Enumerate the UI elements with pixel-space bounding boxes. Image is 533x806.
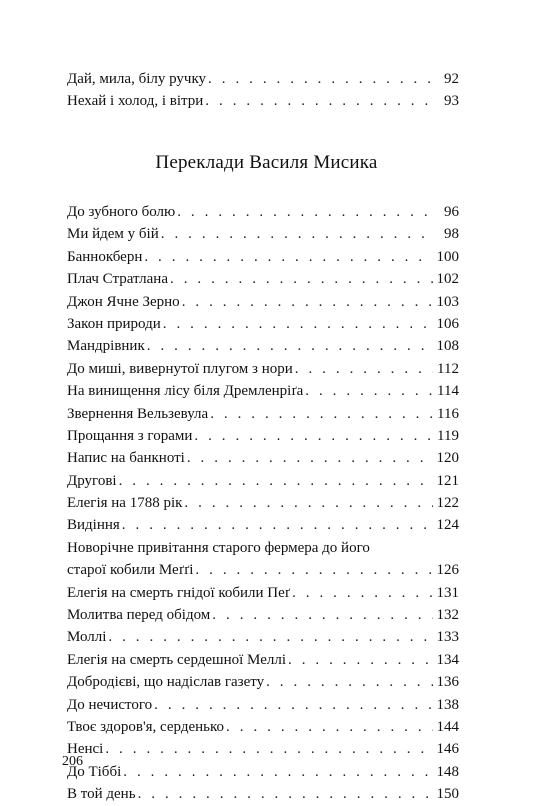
dot-leader <box>138 783 433 805</box>
entry-page-number: 114 <box>437 383 459 400</box>
entry-page-number: 138 <box>436 696 459 713</box>
entry-page-number: 108 <box>436 338 459 355</box>
entry-title: Ненсі <box>67 741 104 758</box>
dot-leader <box>205 90 433 112</box>
entry-page-number: 133 <box>436 629 459 646</box>
dot-leader <box>195 559 432 581</box>
dot-leader <box>184 492 432 514</box>
dot-leader <box>105 738 432 760</box>
entry-title: Молитва перед обідом <box>67 607 211 624</box>
toc-entry <box>67 761 459 783</box>
entry-page-number: 124 <box>436 517 459 534</box>
toc-entry <box>67 470 459 492</box>
entry-title: Другові <box>67 472 117 489</box>
dot-leader <box>288 649 433 671</box>
entry-title: Прощання з горами <box>67 427 193 444</box>
entry-title: старої кобили Меґґі <box>67 562 194 579</box>
toc-main-block <box>67 201 459 806</box>
dot-leader <box>144 246 432 268</box>
entry-page-number: 102 <box>436 271 459 288</box>
entry-title: Мандрівник <box>67 338 145 355</box>
dot-leader <box>163 313 433 335</box>
entry-title: Видіння <box>67 517 120 534</box>
dot-leader <box>292 582 432 604</box>
entry-page-number: 103 <box>436 293 459 310</box>
entry-title: Нехай і холод, і вітри <box>67 93 204 110</box>
toc-entry <box>67 268 459 290</box>
entry-title: В той день <box>67 786 136 803</box>
entry-page-number: 98 <box>444 226 459 243</box>
entry-page-number: 132 <box>436 607 459 624</box>
entry-title: Дай, мила, білу ручку <box>67 71 207 87</box>
dot-leader <box>226 716 432 738</box>
entry-page-number: 116 <box>437 405 459 422</box>
toc-entry <box>67 68 459 90</box>
entry-title: Ми йдем у бій <box>67 226 159 243</box>
entry-title: Баннокберн <box>67 248 143 265</box>
dot-leader <box>161 223 433 245</box>
entry-page-number: 131 <box>436 584 459 601</box>
toc-entry <box>67 291 459 313</box>
toc-entry <box>67 783 459 805</box>
dot-leader <box>122 514 433 536</box>
dot-leader <box>266 671 432 693</box>
entry-title: Елегія на смерть гнідої кобили Пеґ <box>67 584 291 601</box>
toc-entry <box>67 738 459 760</box>
entry-title: Твоє здоров'я, серденько <box>67 718 225 735</box>
toc-entry <box>67 626 459 648</box>
entry-page-number: 93 <box>444 93 459 110</box>
entry-page-number: 148 <box>436 763 459 780</box>
toc-entry <box>67 694 459 716</box>
entry-page-number: 121 <box>436 472 459 489</box>
dot-leader <box>147 335 433 357</box>
dot-leader <box>208 68 433 90</box>
dot-leader <box>187 447 433 469</box>
entry-page-number: 150 <box>436 786 459 803</box>
toc-entry <box>67 201 459 223</box>
toc-entry <box>67 447 459 469</box>
entry-title: Напис на банкноті <box>67 450 185 467</box>
entry-page-number: 146 <box>436 741 459 758</box>
dot-leader <box>305 380 433 402</box>
entry-title: Елегія на смерть сердешної Меллі <box>67 651 286 668</box>
entry-title: Джон Ячне Зерно <box>67 293 180 310</box>
dot-leader <box>170 268 433 290</box>
toc-entry-line1 <box>67 537 459 559</box>
entry-title: Новорічне привітання старого фермера до його <box>67 539 370 556</box>
entry-page-number: 112 <box>437 360 459 377</box>
entry-title: Звернення Вельзевула <box>67 405 209 422</box>
entry-page-number: 122 <box>436 495 459 512</box>
toc-entry <box>67 425 459 447</box>
toc-entry <box>67 358 459 380</box>
entry-title: На винищення лісу біля Дремленріґа <box>67 383 304 400</box>
toc-entry <box>67 246 459 268</box>
toc-entry <box>67 313 459 335</box>
toc-entry <box>67 380 459 402</box>
toc-entry <box>67 582 459 604</box>
dot-leader <box>123 761 432 783</box>
toc-entry <box>67 223 459 245</box>
toc-entry <box>67 514 459 536</box>
entry-page-number: 96 <box>444 204 459 220</box>
dot-leader <box>182 291 433 313</box>
entry-page-number: 120 <box>436 450 459 467</box>
entry-title: Елегія на 1788 рік <box>67 495 183 512</box>
dot-leader <box>177 201 433 223</box>
dot-leader <box>295 358 433 380</box>
entry-title: До Тіббі <box>67 763 122 780</box>
dot-leader <box>108 626 432 648</box>
dot-leader <box>212 604 432 626</box>
entry-title: До нечистого <box>67 696 153 713</box>
section-heading: Переклади Василя Мисика <box>155 152 378 173</box>
entry-page-number: 106 <box>436 315 459 332</box>
toc-entry <box>67 604 459 626</box>
toc-entry <box>67 649 459 671</box>
entry-page-number: 92 <box>444 71 459 87</box>
toc-entry <box>67 403 459 425</box>
dot-leader <box>119 470 433 492</box>
page-number: 206 <box>62 754 83 769</box>
entry-title: Плач Стратлана <box>67 271 168 288</box>
toc-entry <box>67 671 459 693</box>
toc-entry-line2 <box>67 559 459 581</box>
toc-entry <box>67 492 459 514</box>
entry-page-number: 126 <box>436 562 459 579</box>
dot-leader <box>194 425 433 447</box>
toc-entry <box>67 90 459 112</box>
entry-page-number: 119 <box>437 427 459 444</box>
entry-page-number: 136 <box>436 674 459 691</box>
toc-top-block <box>67 68 459 113</box>
entry-title: Закон природи <box>67 315 161 332</box>
entry-page-number: 100 <box>436 248 459 265</box>
dot-leader <box>210 403 433 425</box>
dot-leader <box>154 694 432 716</box>
entry-title: Моллі <box>67 629 107 646</box>
entry-title: До миші, вивернутої плугом з нори <box>67 360 293 377</box>
toc-entry <box>67 716 459 738</box>
toc-entry <box>67 335 459 357</box>
entry-page-number: 134 <box>436 651 459 668</box>
entry-title: До зубного болю <box>67 204 176 220</box>
entry-page-number: 144 <box>436 718 459 735</box>
entry-title: Добродієві, що надіслав газету <box>67 674 265 691</box>
